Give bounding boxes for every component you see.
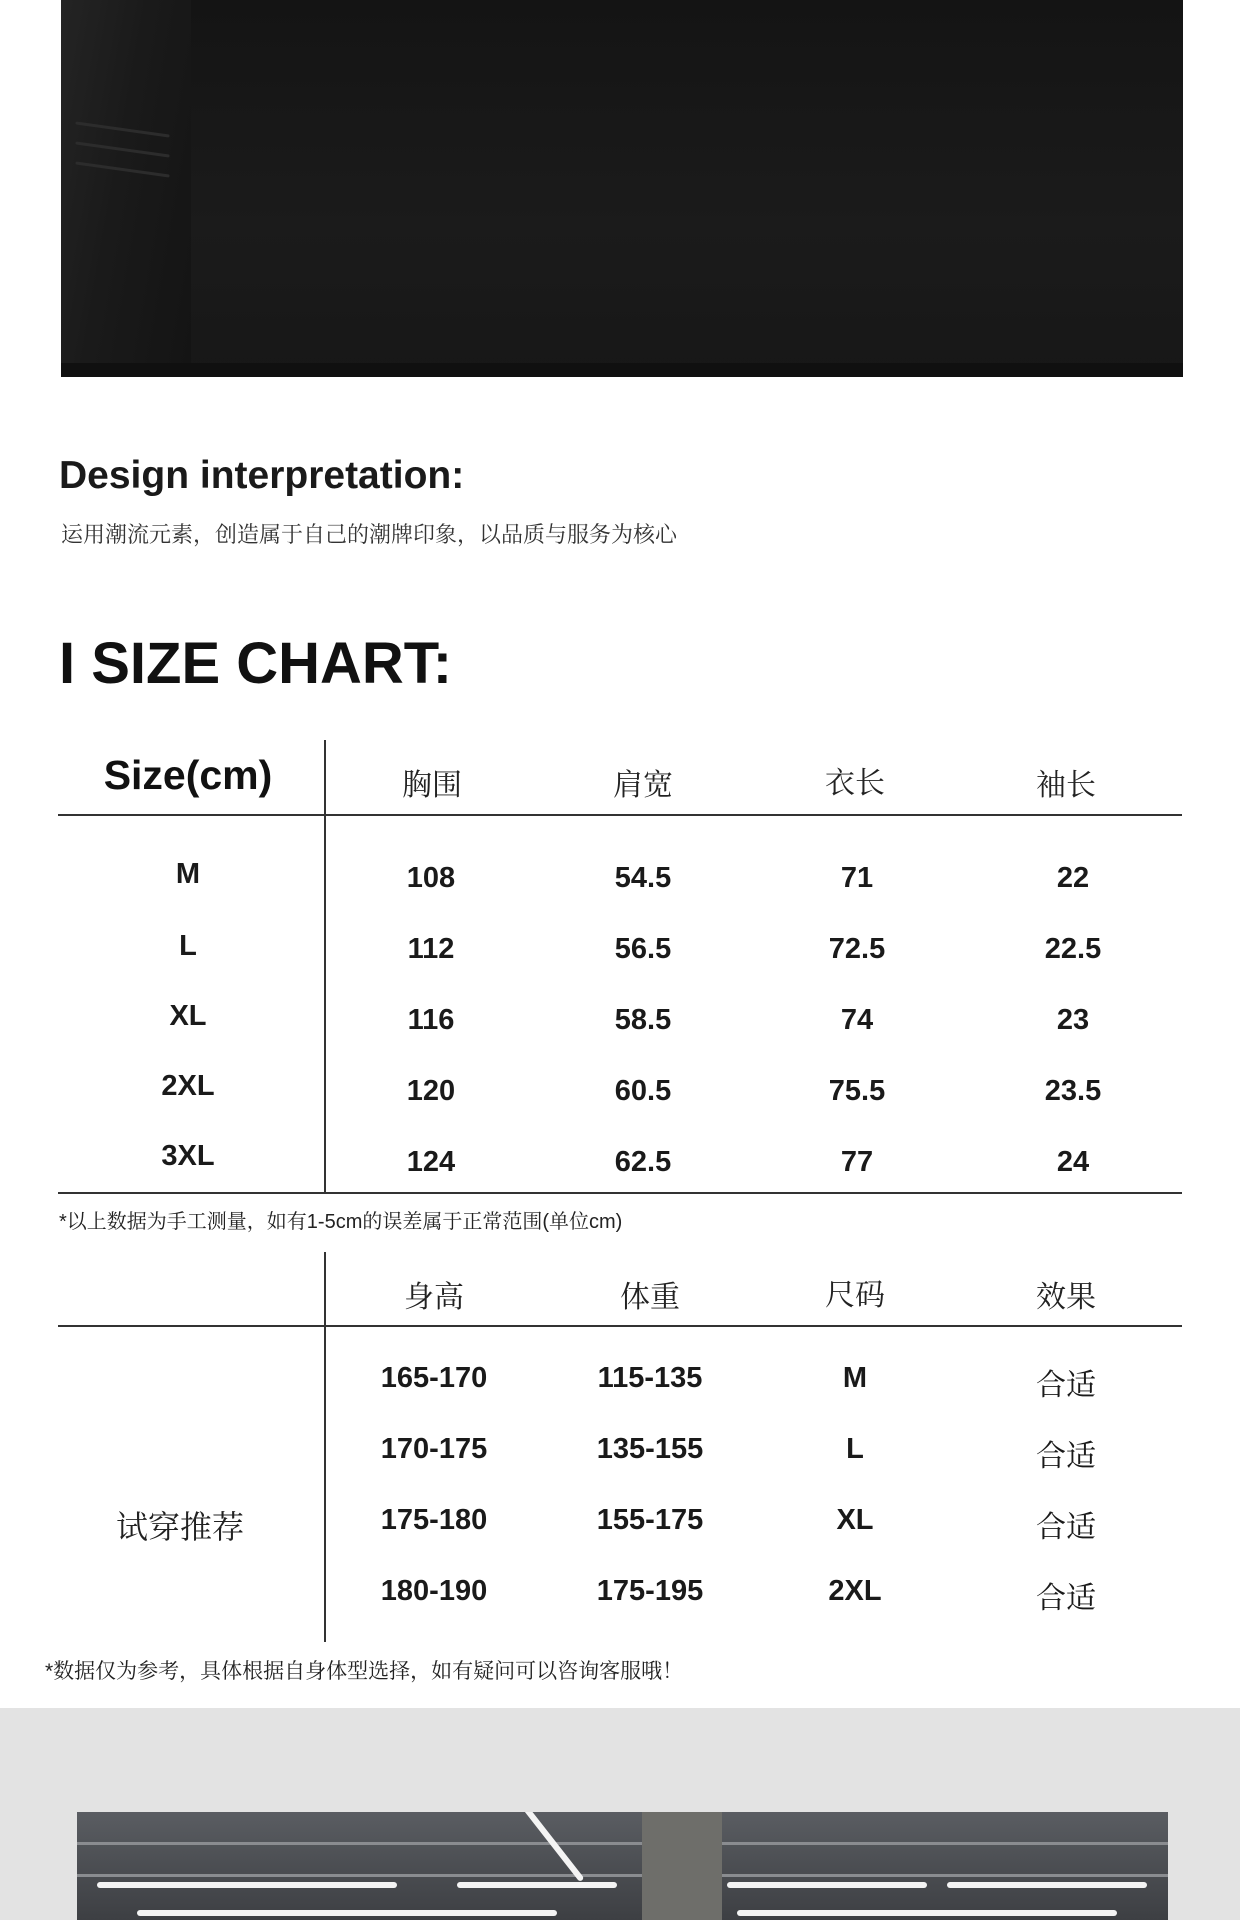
store-interior-photo: [77, 1812, 1168, 1920]
length-column-header: 衣长: [825, 767, 885, 800]
ceiling-light: [947, 1882, 1147, 1888]
ceiling-light: [457, 1882, 617, 1888]
sleeve-fold: [61, 0, 191, 377]
shoulder-cell: 58.5: [614, 1004, 672, 1036]
length-cell: 75.5: [828, 1075, 886, 1107]
length-cell: 72.5: [828, 933, 886, 965]
chest-column-header: 胸围: [402, 769, 462, 802]
height-column-header: 身高: [404, 1281, 464, 1314]
chest-cell: 112: [407, 933, 455, 965]
size-cell: L: [179, 930, 197, 962]
size-cell: M: [842, 1362, 868, 1394]
design-title: Design interpretation:: [59, 454, 465, 497]
ceiling-beam: [77, 1842, 1168, 1845]
length-cell: 74: [840, 1004, 874, 1036]
size-cell: XL: [169, 1000, 207, 1032]
table-divider-header: [58, 814, 1182, 816]
rec-divider-header: [58, 1325, 1182, 1327]
effect-cell: 合适: [1036, 1511, 1096, 1544]
chest-cell: 120: [406, 1075, 456, 1107]
ceiling-light: [500, 1812, 585, 1882]
size-cell: M: [175, 858, 201, 890]
size-column-header: Size(cm): [103, 752, 273, 798]
chest-cell: 124: [406, 1146, 456, 1178]
table-divider-vertical: [324, 740, 326, 1194]
weight-cell: 155-175: [596, 1504, 704, 1536]
sleeve-cell: 23: [1056, 1004, 1090, 1036]
sleeve-cell: 24: [1056, 1146, 1090, 1178]
design-description: 运用潮流元素，创造属于自己的潮牌印象，以品质与服务为核心: [61, 522, 678, 547]
weight-column-header: 体重: [620, 1281, 680, 1314]
shoulder-column-header: 肩宽: [613, 769, 673, 802]
size-cell: XL: [836, 1504, 874, 1536]
weight-cell: 135-155: [596, 1433, 704, 1465]
effect-cell: 合适: [1036, 1369, 1096, 1402]
reference-note: *数据仅为参考，具体根据自身体型选择，如有疑问可以咨询客服哦！: [45, 1660, 684, 1683]
fitting-recommendation-label: 试穿推荐: [115, 1509, 245, 1545]
height-cell: 175-180: [380, 1504, 488, 1536]
size-cell: 2XL: [828, 1575, 882, 1607]
weight-cell: 115-135: [597, 1362, 703, 1394]
effect-cell: 合适: [1036, 1440, 1096, 1473]
table-divider-bottom: [58, 1192, 1182, 1194]
effect-column-header: 效果: [1036, 1281, 1096, 1314]
ceiling-light: [137, 1910, 557, 1916]
chest-cell: 108: [406, 862, 456, 894]
ceiling-light: [97, 1882, 397, 1888]
rec-divider-vertical: [324, 1252, 326, 1642]
weight-cell: 175-195: [596, 1575, 704, 1607]
size-cell: 3XL: [161, 1140, 215, 1172]
ceiling-light: [727, 1882, 927, 1888]
shoulder-cell: 60.5: [614, 1075, 672, 1107]
sleeve-cell: 22.5: [1044, 933, 1102, 965]
product-photo-top: [61, 0, 1183, 377]
sleeve-column-header: 袖长: [1036, 769, 1096, 802]
length-cell: 77: [840, 1146, 874, 1178]
height-cell: 180-190: [380, 1575, 488, 1607]
size-chart-title: I SIZE CHART:: [59, 631, 453, 696]
size-cell: 2XL: [161, 1070, 215, 1102]
sleeve-cell: 23.5: [1044, 1075, 1102, 1107]
ceiling-light: [737, 1910, 1117, 1916]
size-column-header: 尺码: [825, 1279, 885, 1312]
length-cell: 71: [840, 862, 874, 894]
concrete-pillar: [642, 1812, 722, 1920]
chest-cell: 116: [407, 1004, 455, 1036]
size-cell: L: [846, 1433, 864, 1465]
ceiling-beam: [77, 1874, 1168, 1877]
sleeve-cell: 22: [1056, 862, 1090, 894]
shoulder-cell: 62.5: [614, 1146, 672, 1178]
height-cell: 165-170: [380, 1362, 488, 1394]
height-cell: 170-175: [380, 1433, 488, 1465]
shoulder-cell: 56.5: [614, 933, 672, 965]
garment-hem: [61, 363, 1183, 377]
measurement-note: *以上数据为手工测量，如有1-5cm的误差属于正常范围(单位cm): [59, 1211, 623, 1233]
shoulder-cell: 54.5: [614, 862, 672, 894]
effect-cell: 合适: [1036, 1582, 1096, 1615]
